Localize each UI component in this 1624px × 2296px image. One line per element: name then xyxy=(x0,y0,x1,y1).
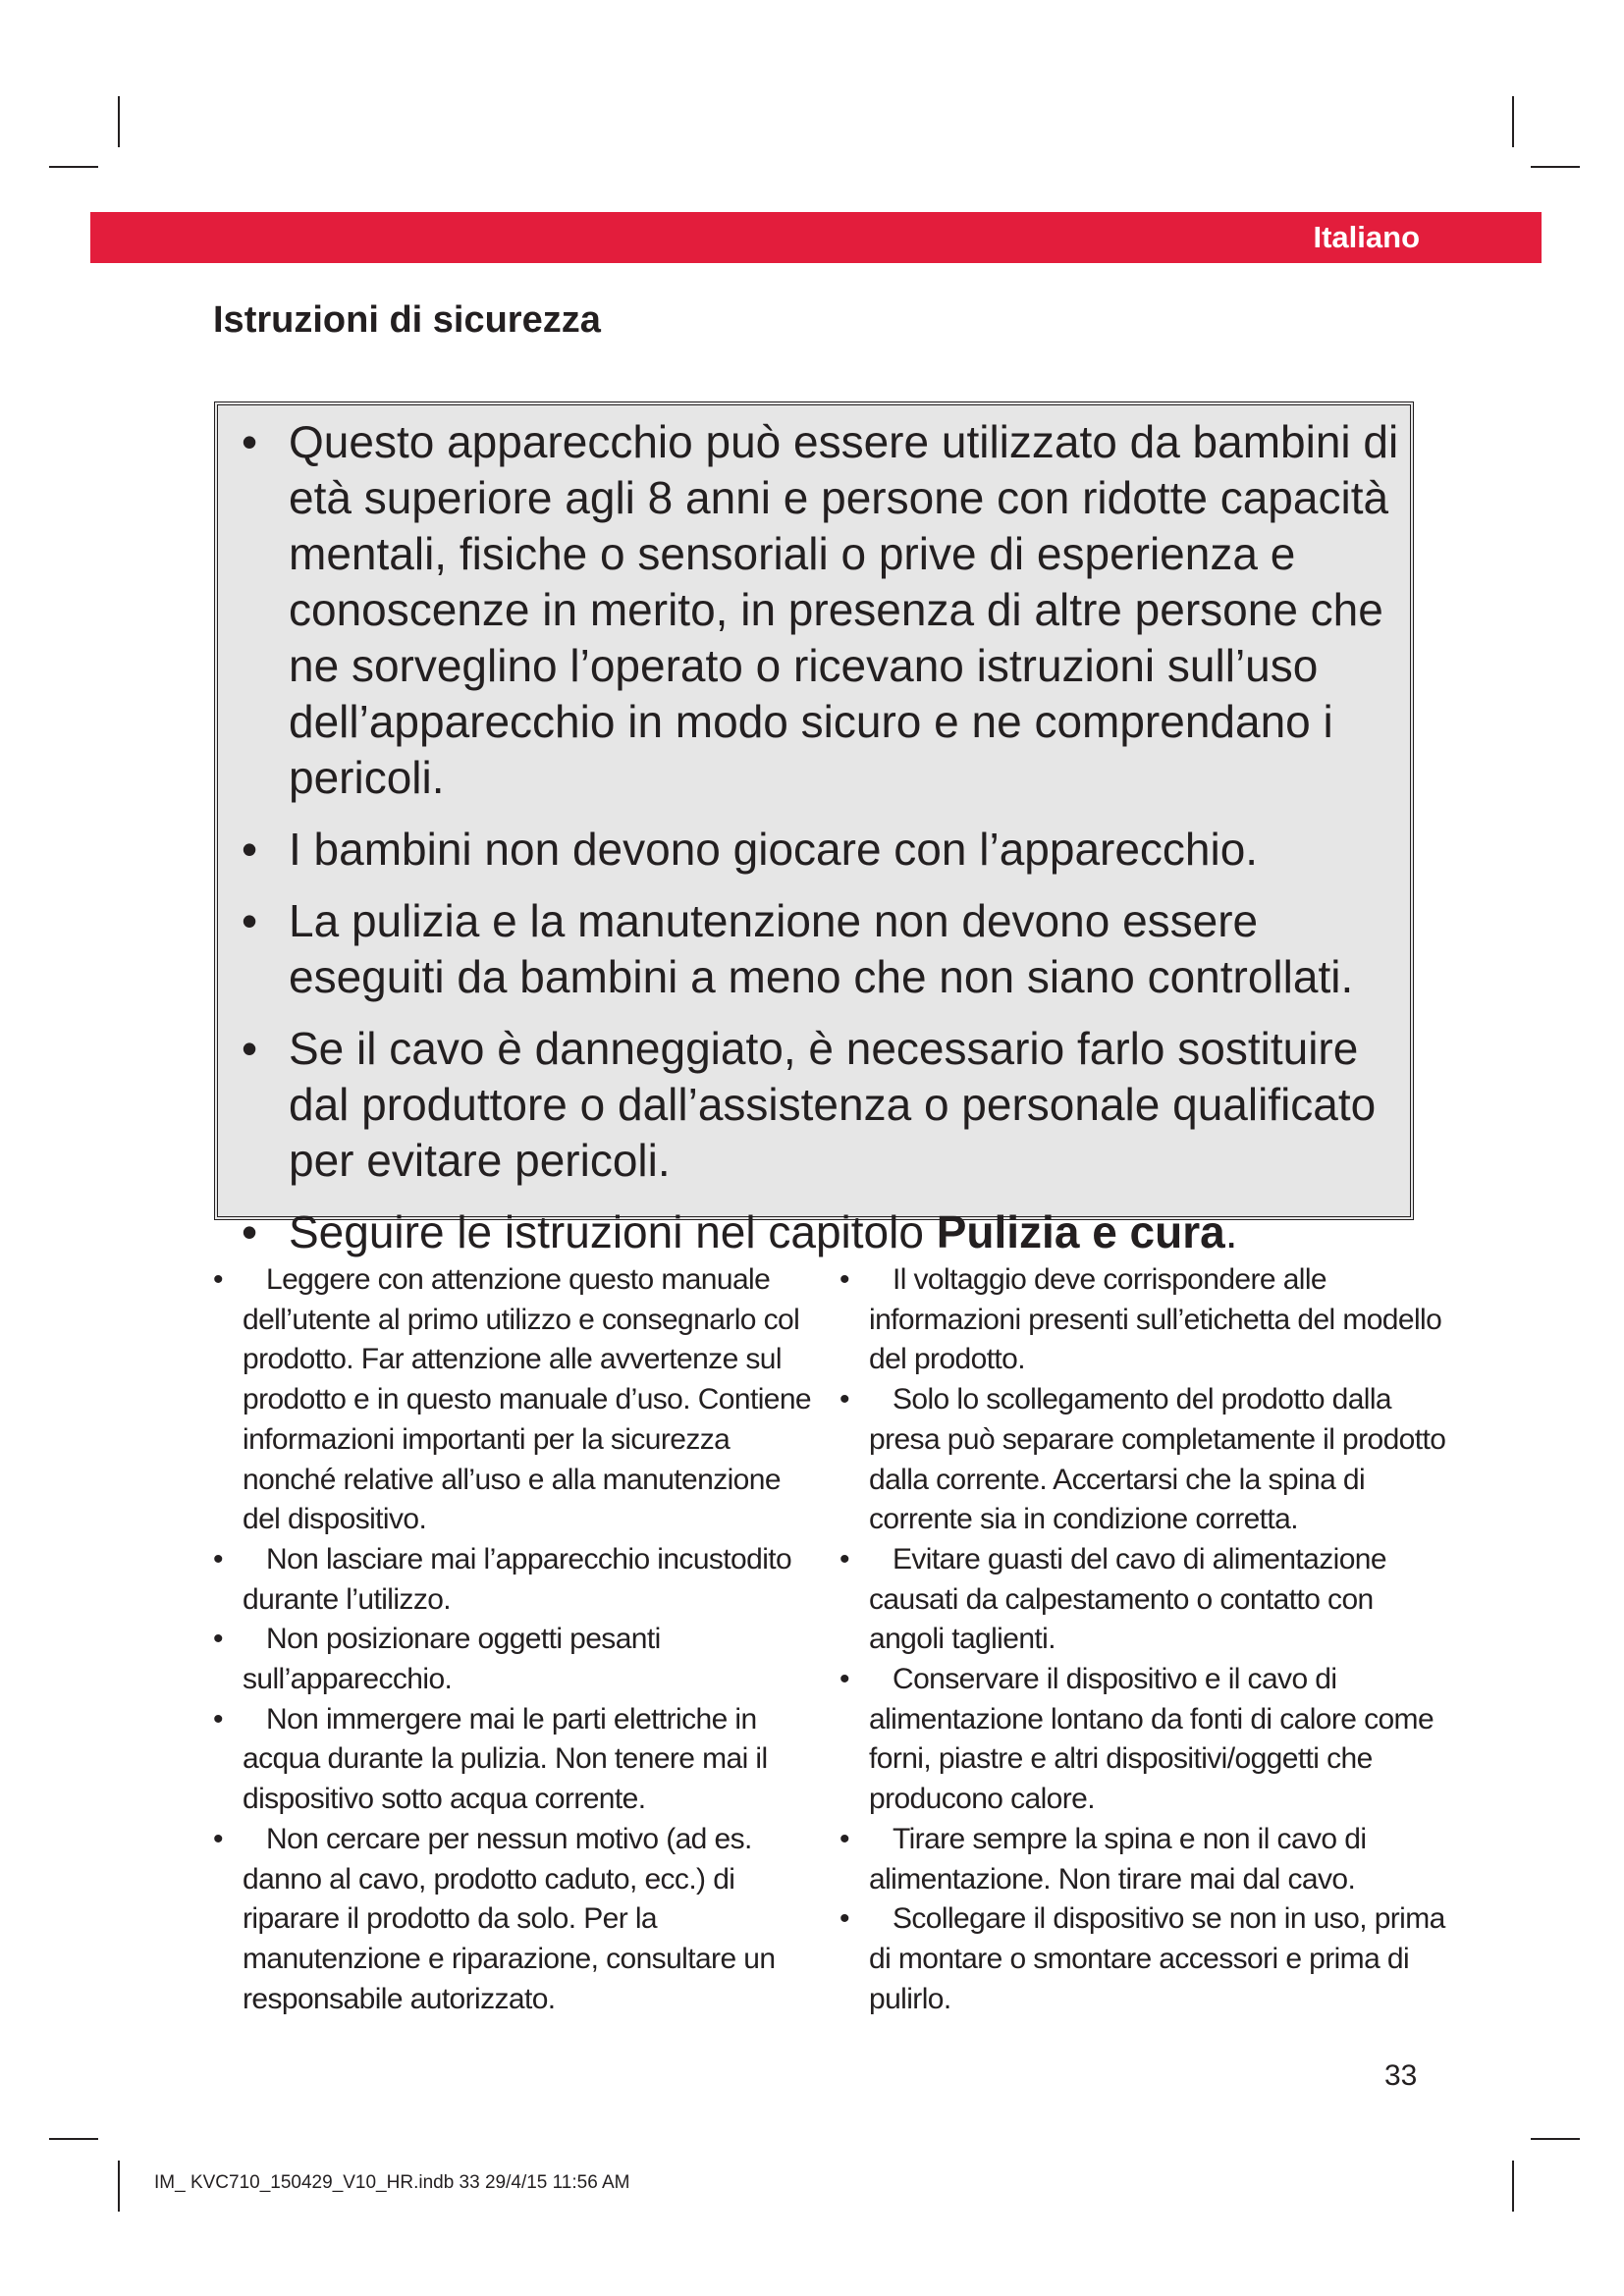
bullet-icon: • xyxy=(242,824,258,875)
list-item xyxy=(839,1380,1448,1540)
print-slug: IM_ KVC710_150429_V10_HR.indb 33 29/4/15 11:56 AM xyxy=(154,2172,630,2193)
list-item-text: Non lasciare mai l’apparecchio incustodito durante l’utilizzo. xyxy=(243,1542,792,1616)
list-item-text: Scollegare il dispositivo se non in uso, prima di montare o smontare accessori e prima di pulirlo. xyxy=(869,1902,1445,2015)
crop-mark-top-right-vertical xyxy=(1512,96,1514,147)
bullet-icon: • xyxy=(839,1383,849,1416)
warning-item xyxy=(238,1204,1406,1260)
warning-text: Questo apparecchio può essere utilizzato da bambini di età superiore agli 8 anni e persone con ridotte capacità mentali, fisiche o sensoriali o prive di esperienza e conoscenze in merito, in presenza di altre persone che ne sorveglino l’operato o ricevano istruzioni sull’uso dell’apparecchio in modo sicuro e ne comprendano i pericoli. xyxy=(289,416,1399,803)
list-item-text: Non immergere mai le parti elettriche in acqua durante la pulizia. Non tenere mai il dispositivo sotto acqua corrente. xyxy=(243,1702,768,1816)
warning-item xyxy=(238,1021,1406,1189)
warning-text: Se il cavo è danneggiato, è necessario farlo sostituire dal produttore o dall’assistenza o personale qualificato per evitare pericoli. xyxy=(289,1023,1377,1186)
list-item-text: Conservare il dispositivo e il cavo di alimentazione lontano da fonti di calore come forni, piastre e altri dispositivi/oggetti che producono calore. xyxy=(869,1663,1435,1816)
crop-mark-bottom-left-horizontal xyxy=(49,2138,98,2140)
list-item xyxy=(213,1260,822,1540)
crop-mark-bottom-left-vertical xyxy=(118,2161,120,2212)
safety-list-right-column xyxy=(839,1260,1448,2019)
crop-mark-bottom-right-vertical xyxy=(1512,2161,1514,2212)
language-label: Italiano xyxy=(1313,220,1420,254)
crop-mark-top-right-horizontal xyxy=(1531,166,1580,168)
language-header-bar xyxy=(90,212,1542,263)
crop-mark-top-left-horizontal xyxy=(49,166,98,168)
bullet-icon: • xyxy=(213,1623,223,1656)
page-number: 33 xyxy=(1384,2059,1418,2092)
bullet-icon: • xyxy=(213,1263,223,1296)
warning-text: I bambini non devono giocare con l’apparecchio. xyxy=(289,824,1259,875)
list-item-text: Il voltaggio deve corrispondere alle informazioni presenti sull’etichetta del modello del prodotto. xyxy=(869,1263,1442,1376)
list-item xyxy=(839,1260,1448,1380)
list-item xyxy=(839,1540,1448,1660)
warning-text-suffix: . xyxy=(1224,1206,1238,1257)
bullet-icon: • xyxy=(839,1822,849,1855)
warning-text: Seguire le istruzioni nel capitolo xyxy=(289,1206,937,1257)
bullet-icon: • xyxy=(242,895,258,946)
warning-item xyxy=(238,414,1406,806)
bullet-icon: • xyxy=(839,1663,849,1696)
list-item xyxy=(213,1620,822,1699)
bullet-icon: • xyxy=(839,1263,849,1296)
bullet-icon: • xyxy=(839,1902,849,1936)
bullet-icon: • xyxy=(242,416,258,467)
bullet-icon: • xyxy=(242,1023,258,1074)
list-item xyxy=(839,1820,1448,1899)
list-item-text: Tirare sempre la spina e non il cavo di alimentazione. Non tirare mai dal cavo. xyxy=(869,1822,1367,1896)
list-item-text: Non posizionare oggetti pesanti sull’apparecchio. xyxy=(243,1623,661,1696)
chapter-reference: Pulizia e cura xyxy=(936,1206,1225,1257)
warning-item xyxy=(238,893,1406,1005)
safety-warning-box xyxy=(214,401,1414,1257)
list-item xyxy=(839,1899,1448,2019)
bullet-icon: • xyxy=(839,1542,849,1575)
list-item-text: Non cercare per nessun motivo (ad es. danno al cavo, prodotto caduto, ecc.) di riparare il prodotto da solo. Per la manutenzione e riparazione, consultare un responsabile autorizzato. xyxy=(243,1822,776,2015)
warning-item xyxy=(238,822,1406,878)
bullet-icon: • xyxy=(213,1702,223,1735)
list-item xyxy=(213,1700,822,1820)
crop-mark-bottom-right-horizontal xyxy=(1531,2138,1580,2140)
list-item-text: Evitare guasti del cavo di alimentazione causati da calpestamento o contatto con angoli taglienti. xyxy=(869,1542,1386,1656)
list-item-text: Solo lo scollegamento del prodotto dalla presa può separare completamente il prodotto dalla corrente. Accertarsi che la spina di corrente sia in condizione corretta. xyxy=(869,1383,1446,1536)
list-item xyxy=(213,1540,822,1620)
list-item xyxy=(213,1820,822,2020)
bullet-icon: • xyxy=(213,1822,223,1855)
list-item-text: Leggere con attenzione questo manuale dell’utente al primo utilizzo e consegnarlo col prodotto. Far attenzione alle avvertenze sul prodotto e in questo manuale d’uso. Contiene informazioni importanti per la sicurezza nonché relative all’uso e alla manutenzione del dispositivo. xyxy=(243,1263,812,1536)
list-item xyxy=(839,1660,1448,1820)
warning-list xyxy=(238,414,1406,1276)
bullet-icon: • xyxy=(213,1542,223,1575)
section-title: Istruzioni di sicurezza xyxy=(213,299,601,341)
warning-text: La pulizia e la manutenzione non devono essere eseguiti da bambini a meno che non siano controllati. xyxy=(289,895,1354,1002)
crop-mark-top-left-vertical xyxy=(118,96,120,147)
safety-list-left-column xyxy=(213,1260,822,2019)
bullet-icon: • xyxy=(242,1206,258,1257)
